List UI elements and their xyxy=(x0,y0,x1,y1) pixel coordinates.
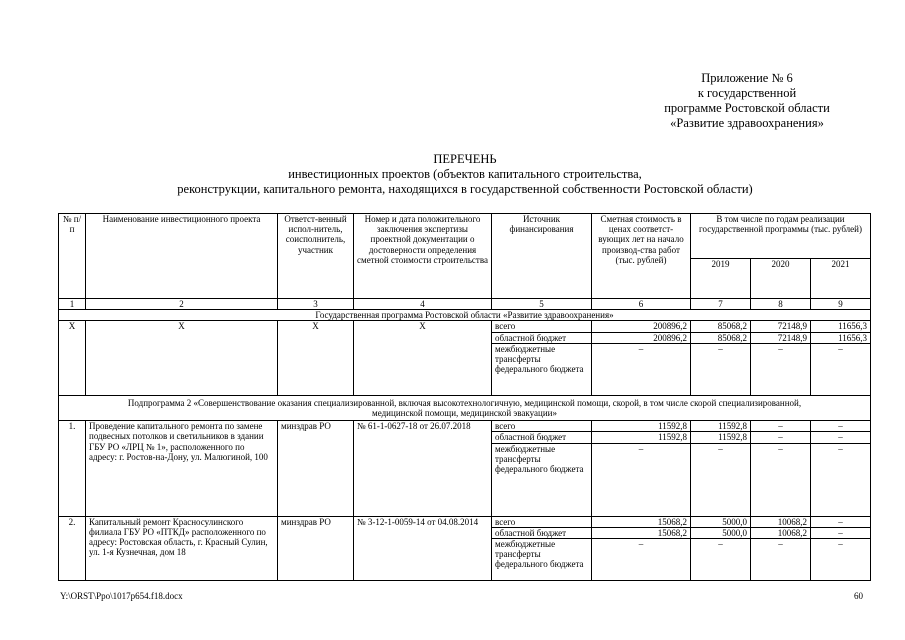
program-c1: X xyxy=(59,321,86,395)
source-y2020: – xyxy=(751,432,811,443)
colnum-4: 4 xyxy=(354,299,492,310)
colnum-6: 6 xyxy=(592,299,691,310)
program-c4: X xyxy=(354,321,492,395)
source-y2020: – xyxy=(751,343,811,395)
colnum-2: 2 xyxy=(86,299,278,310)
source-name: областной бюджет xyxy=(492,527,592,538)
colnum-9: 9 xyxy=(811,299,871,310)
source-y2020: 10068,2 xyxy=(751,527,811,538)
source-name: межбюджетные трансферты федерального бюджета xyxy=(492,539,592,581)
colnum-8: 8 xyxy=(751,299,811,310)
colnum-3: 3 xyxy=(278,299,354,310)
project-responsible: минздрав РО xyxy=(278,421,354,516)
header-responsible: Ответст-венный испол-нитель, соисполнитель, участник xyxy=(278,214,354,299)
source-y2021: – xyxy=(811,443,871,516)
appendix-line-3: программе Ростовской области xyxy=(664,101,830,115)
source-y2019: 85068,2 xyxy=(691,332,751,343)
source-y2019: – xyxy=(691,539,751,581)
source-cost: – xyxy=(592,443,691,516)
source-y2021: – xyxy=(811,432,871,443)
document-heading xyxy=(60,152,870,197)
header-conclusion: Номер и дата положительного заключения экспертизы проектной документации о достоверности определения сметной стоимости строительства xyxy=(354,214,492,299)
source-y2019: 11592,8 xyxy=(691,432,751,443)
colnum-1: 1 xyxy=(59,299,86,310)
header-row xyxy=(59,214,871,259)
source-name: областной бюджет xyxy=(492,332,592,343)
project-conclusion: № 61-1-0627-18 от 26.07.2018 xyxy=(354,421,492,516)
source-y2021: – xyxy=(811,343,871,395)
source-y2021: – xyxy=(811,527,871,538)
program-title: Государственная программа Ростовской области «Развитие здравоохранения» xyxy=(59,310,871,321)
column-numbers-row xyxy=(59,299,871,310)
header-year-2021: 2021 xyxy=(811,259,871,299)
header-year-2019: 2019 xyxy=(691,259,751,299)
heading-line-2: инвестиционных проектов (объектов капитального строительства, xyxy=(288,167,642,181)
program-title-row xyxy=(59,310,871,321)
header-name: Наименование инвестиционного проекта xyxy=(86,214,278,299)
source-y2019: – xyxy=(691,343,751,395)
colnum-7: 7 xyxy=(691,299,751,310)
program-c2: X xyxy=(86,321,278,395)
source-cost: 15068,2 xyxy=(592,527,691,538)
appendix-line-2: к государственной xyxy=(697,86,797,100)
project-1-total xyxy=(59,421,871,432)
source-y2021: – xyxy=(811,539,871,581)
source-cost: – xyxy=(592,539,691,581)
source-y2019: 5000,0 xyxy=(691,527,751,538)
source-y2021: 11656,3 xyxy=(811,321,871,332)
investment-projects-table xyxy=(58,213,871,581)
source-y2020: – xyxy=(751,443,811,516)
heading-title: ПЕРЕЧЕНЬ xyxy=(433,152,497,166)
appendix-line-4: «Развитие здравоохранения» xyxy=(670,116,824,130)
source-cost: – xyxy=(592,343,691,395)
source-cost: 15068,2 xyxy=(592,516,691,527)
header-source: Источник финансирования xyxy=(492,214,592,299)
header-num: № п/п xyxy=(59,214,86,299)
source-y2019: – xyxy=(691,443,751,516)
source-y2019: 11592,8 xyxy=(691,421,751,432)
source-y2021: – xyxy=(811,421,871,432)
project-name: Проведение капитального ремонта по замене подвесных потолков и светильников в здании ГБУ РО «ЛРЦ № 1», расположенного по адресу: г. Ростов-на-Дону, ул. Малюгиной, 100 xyxy=(86,421,278,516)
page-number: 60 xyxy=(854,591,863,601)
source-y2019: 85068,2 xyxy=(691,321,751,332)
source-name: всего xyxy=(492,421,592,432)
appendix-block xyxy=(642,71,852,131)
source-cost: 200896,2 xyxy=(592,321,691,332)
source-name: межбюджетные трансферты федерального бюджета xyxy=(492,343,592,395)
heading-line-3: реконструкции, капитального ремонта, находящихся в государственной собственности Ростовской области) xyxy=(177,182,753,196)
source-cost: 200896,2 xyxy=(592,332,691,343)
source-cost: 11592,8 xyxy=(592,432,691,443)
project-num: 1. xyxy=(59,421,86,516)
source-y2020: 10068,2 xyxy=(751,516,811,527)
program-row-total xyxy=(59,321,871,332)
appendix-line-1: Приложение № 6 xyxy=(701,71,793,85)
source-y2020: – xyxy=(751,539,811,581)
source-y2021: 11656,3 xyxy=(811,332,871,343)
colnum-5: 5 xyxy=(492,299,592,310)
project-2-total xyxy=(59,516,871,527)
source-y2021: – xyxy=(811,516,871,527)
project-conclusion: № 3-12-1-0059-14 от 04.08.2014 xyxy=(354,516,492,580)
project-name: Капитальный ремонт Красносулинского филиала ГБУ РО «ПТКД» расположенного по адресу: Ростовская область, г. Красный Сулин, ул. 1-я Кузнечная, дом 18 xyxy=(86,516,278,580)
source-y2020: – xyxy=(751,421,811,432)
project-responsible: минздрав РО xyxy=(278,516,354,580)
subprogram-title-row xyxy=(59,395,871,420)
header-year-2020: 2020 xyxy=(751,259,811,299)
source-y2019: 5000,0 xyxy=(691,516,751,527)
footer-file-path: Y:\ORST\Ppo\1017p654.f18.docx xyxy=(60,591,183,601)
header-cost: Сметная стоимость в ценах соответст-вующих лет на начало производ-ства работ (тыс. рублей) xyxy=(592,214,691,299)
header-years-group: В том числе по годам реализации государственной программы (тыс. рублей) xyxy=(691,214,871,259)
source-name: областной бюджет xyxy=(492,432,592,443)
source-name: всего xyxy=(492,516,592,527)
source-name: всего xyxy=(492,321,592,332)
source-y2020: 72148,9 xyxy=(751,321,811,332)
subprogram-title: Подпрограмма 2 «Совершенствование оказания специализированной, включая высокотехнологичную, медицинской помощи, скорой, в том числе скорой специализированной, медицинской помощи, медицинской эвакуации» xyxy=(59,395,871,420)
program-c3: X xyxy=(278,321,354,395)
project-num: 2. xyxy=(59,516,86,580)
source-cost: 11592,8 xyxy=(592,421,691,432)
source-name: межбюджетные трансферты федерального бюджета xyxy=(492,443,592,516)
source-y2020: 72148,9 xyxy=(751,332,811,343)
